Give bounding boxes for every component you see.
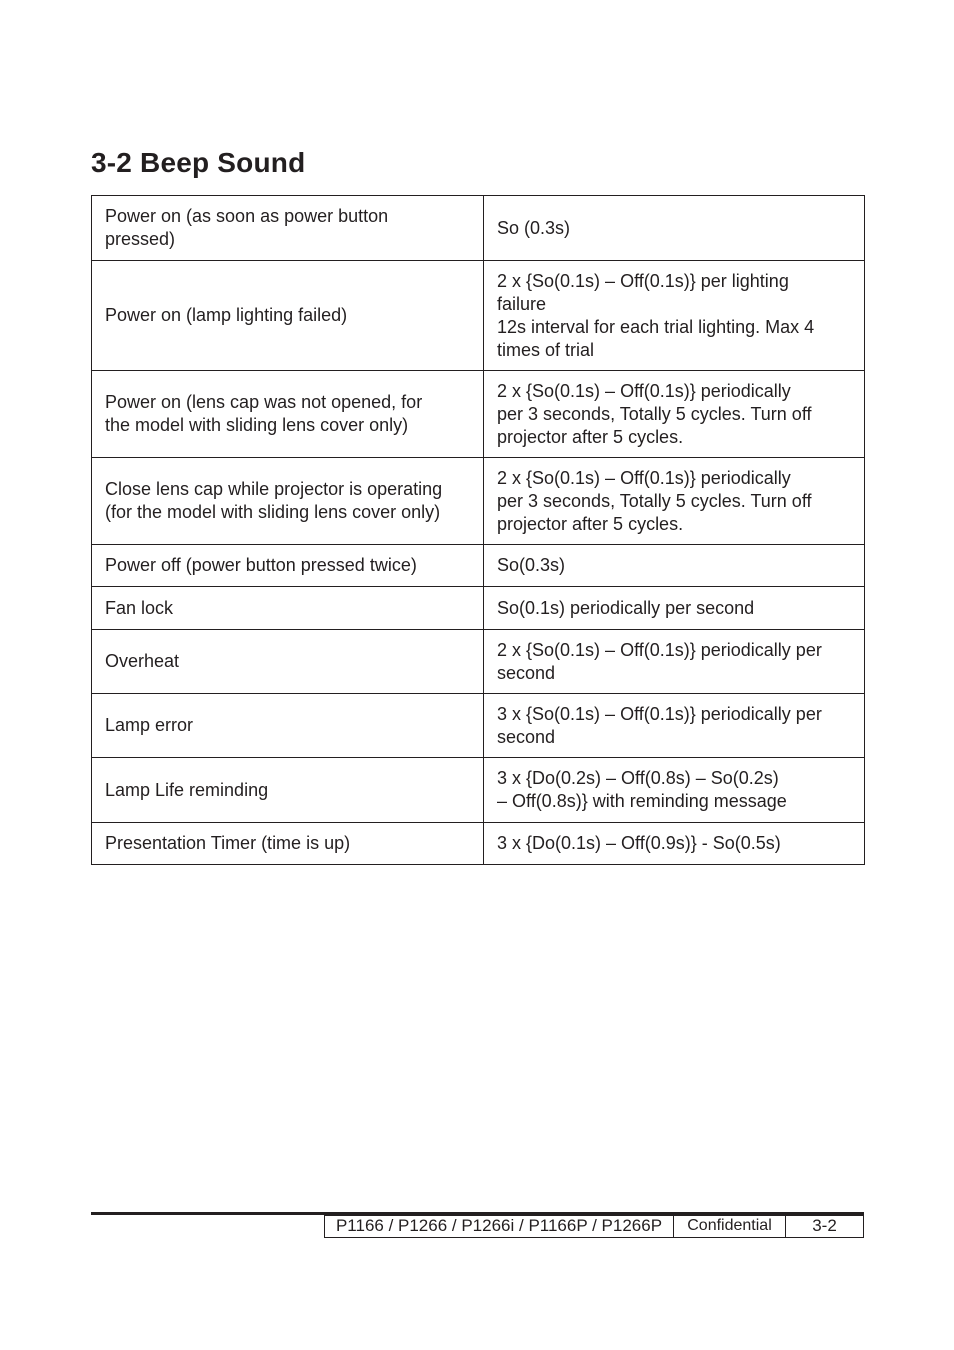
- table-row: [92, 371, 865, 458]
- event-cell: Power on (lamp lighting failed): [92, 261, 484, 371]
- table-row: [92, 458, 865, 545]
- sound-cell: So (0.3s): [484, 196, 865, 261]
- beep-sound-table: [91, 195, 865, 865]
- footer-page-number: 3-2: [785, 1215, 864, 1238]
- footer-model-list: P1166 / P1266 / P1266i / P1166P / P1266P: [324, 1215, 674, 1238]
- table-row: [92, 545, 865, 587]
- sound-cell: 3 x {Do(0.2s) – Off(0.8s) – So(0.2s) – Off(0.8s)} with reminding message: [484, 758, 865, 823]
- sound-cell: So(0.3s): [484, 545, 865, 587]
- table-row: [92, 694, 865, 758]
- event-cell: Lamp Life reminding: [92, 758, 484, 823]
- event-cell: Presentation Timer (time is up): [92, 823, 484, 865]
- sound-cell: 2 x {So(0.1s) – Off(0.1s)} per lighting failure 12s interval for each trial lighting. Max 4 times of trial: [484, 261, 865, 371]
- event-cell: Overheat: [92, 630, 484, 694]
- sound-cell: 3 x {So(0.1s) – Off(0.1s)} periodically per second: [484, 694, 865, 758]
- table-row: [92, 758, 865, 823]
- table-row: [92, 587, 865, 630]
- footer-confidential: Confidential: [673, 1215, 786, 1238]
- event-cell: Lamp error: [92, 694, 484, 758]
- section-title: 3-2 Beep Sound: [91, 147, 306, 178]
- table-row: [92, 261, 865, 371]
- event-cell: Power on (as soon as power button pressed): [92, 196, 484, 261]
- table-row: [92, 630, 865, 694]
- sound-cell: 2 x {So(0.1s) – Off(0.1s)} periodically per 3 seconds, Totally 5 cycles. Turn off projector after 5 cycles.: [484, 371, 865, 458]
- sound-cell: 3 x {Do(0.1s) – Off(0.9s)} - So(0.5s): [484, 823, 865, 865]
- table-row: [92, 196, 865, 261]
- event-cell: Fan lock: [92, 587, 484, 630]
- event-cell: Power off (power button pressed twice): [92, 545, 484, 587]
- sound-cell: So(0.1s) periodically per second: [484, 587, 865, 630]
- event-cell: Power on (lens cap was not opened, for the model with sliding lens cover only): [92, 371, 484, 458]
- sound-cell: 2 x {So(0.1s) – Off(0.1s)} periodically per 3 seconds, Totally 5 cycles. Turn off projector after 5 cycles.: [484, 458, 865, 545]
- sound-cell: 2 x {So(0.1s) – Off(0.1s)} periodically per second: [484, 630, 865, 694]
- table-row: [92, 823, 865, 865]
- event-cell: Close lens cap while projector is operating (for the model with sliding lens cover only): [92, 458, 484, 545]
